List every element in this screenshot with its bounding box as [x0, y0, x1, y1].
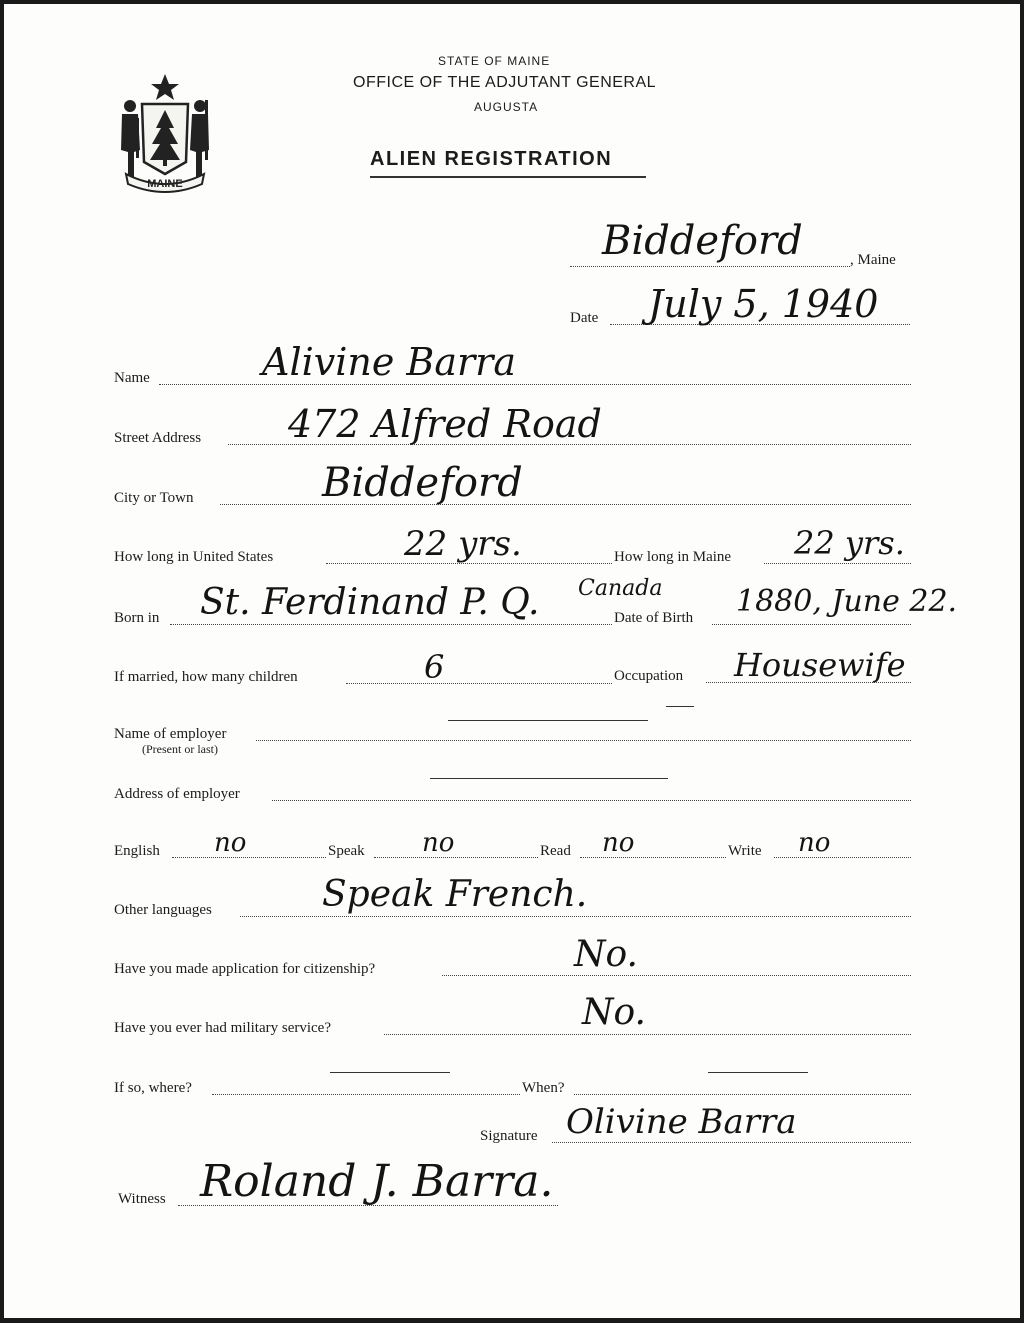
- us-duration-value: 22 yrs.: [404, 524, 522, 564]
- maine-duration-label: How long in Maine: [614, 549, 732, 565]
- other-languages-label: Other languages: [114, 902, 212, 918]
- maine-duration-value: 22 yrs.: [794, 524, 905, 562]
- write-field-line: [774, 857, 911, 858]
- city-label: City or Town: [114, 490, 194, 506]
- name-value: Alivine Barra: [262, 340, 516, 384]
- employer-address-line: [272, 800, 911, 801]
- english-field-line: [172, 857, 326, 858]
- read-label: Read: [540, 843, 571, 859]
- citizenship-label: Have you made application for citizenship?: [114, 961, 376, 977]
- dob-value: 1880, June 22.: [736, 584, 958, 619]
- employer-label: Name of employer: [114, 726, 227, 742]
- us-duration-label: How long in United States: [114, 549, 274, 565]
- read-value: no: [602, 828, 635, 858]
- born-value: St. Ferdinand P. Q.: [200, 582, 540, 623]
- office-heading: OFFICE OF THE ADJUTANT GENERAL: [353, 74, 657, 91]
- dob-label: Date of Birth: [614, 610, 694, 626]
- form-page: [4, 4, 1020, 1318]
- other-languages-line: [240, 916, 911, 917]
- military-value: No.: [582, 992, 646, 1033]
- where-field-line: [212, 1094, 520, 1095]
- signature-label: Signature: [480, 1128, 538, 1144]
- other-languages-value: Speak French.: [322, 874, 588, 915]
- when-blank-mark: [708, 1072, 808, 1073]
- seal-banner-text: MAINE: [147, 178, 183, 190]
- employer-address-blank-mark: [430, 778, 668, 779]
- occupation-label: Occupation: [614, 668, 684, 684]
- state-heading: STATE OF MAINE: [438, 54, 551, 68]
- date-label: Date: [570, 310, 599, 326]
- where-blank-mark: [330, 1072, 450, 1073]
- when-label: When?: [522, 1080, 565, 1096]
- state-seal-icon: [112, 70, 218, 194]
- born-label: Born in: [114, 610, 160, 626]
- name-field-line: [159, 384, 911, 385]
- signature-field-line: [552, 1142, 911, 1143]
- occupation-value: Housewife: [734, 646, 906, 684]
- witness-label: Witness: [118, 1191, 166, 1207]
- where-label: If so, where?: [114, 1080, 192, 1096]
- maine-duration-line: [764, 563, 911, 564]
- military-label: Have you ever had military service?: [114, 1020, 331, 1036]
- witness-value: Roland J. Barra.: [200, 1156, 554, 1207]
- citizenship-value: No.: [574, 934, 638, 975]
- write-value: no: [798, 828, 831, 858]
- maine-label: , Maine: [850, 252, 896, 268]
- city-heading: AUGUSTA: [474, 100, 539, 114]
- employer-blank-mark: [448, 720, 648, 721]
- citizenship-field-line: [442, 975, 911, 976]
- place-value: Biddeford: [602, 218, 803, 264]
- speak-field-line: [374, 857, 538, 858]
- form-title: ALIEN REGISTRATION: [370, 148, 613, 170]
- english-label: English: [114, 843, 160, 859]
- city-value: Biddeford: [322, 460, 523, 506]
- employer-sublabel: (Present or last): [142, 742, 218, 756]
- title-underline: [370, 176, 646, 178]
- name-label: Name: [114, 370, 150, 386]
- english-value: no: [214, 828, 247, 858]
- born-field-line: [170, 624, 612, 625]
- street-value: 472 Alfred Road: [288, 402, 602, 446]
- born-country-note: Canada: [578, 576, 663, 601]
- speak-label: Speak: [328, 843, 365, 859]
- children-field-line: [346, 683, 612, 684]
- military-field-line: [384, 1034, 911, 1035]
- children-label: If married, how many children: [114, 669, 298, 685]
- speak-value: no: [422, 828, 455, 858]
- dob-field-line: [712, 624, 911, 625]
- children-value: 6: [424, 648, 445, 686]
- write-label: Write: [728, 843, 762, 859]
- place-field-line: [570, 266, 850, 267]
- date-value: July 5, 1940: [648, 282, 879, 326]
- employer-field-line: [256, 740, 911, 741]
- when-field-line: [574, 1094, 911, 1095]
- street-label: Street Address: [114, 430, 202, 446]
- employer-address-label: Address of employer: [114, 786, 240, 802]
- employer-stray-mark: [666, 706, 694, 707]
- signature-value: Olivine Barra: [566, 1102, 797, 1142]
